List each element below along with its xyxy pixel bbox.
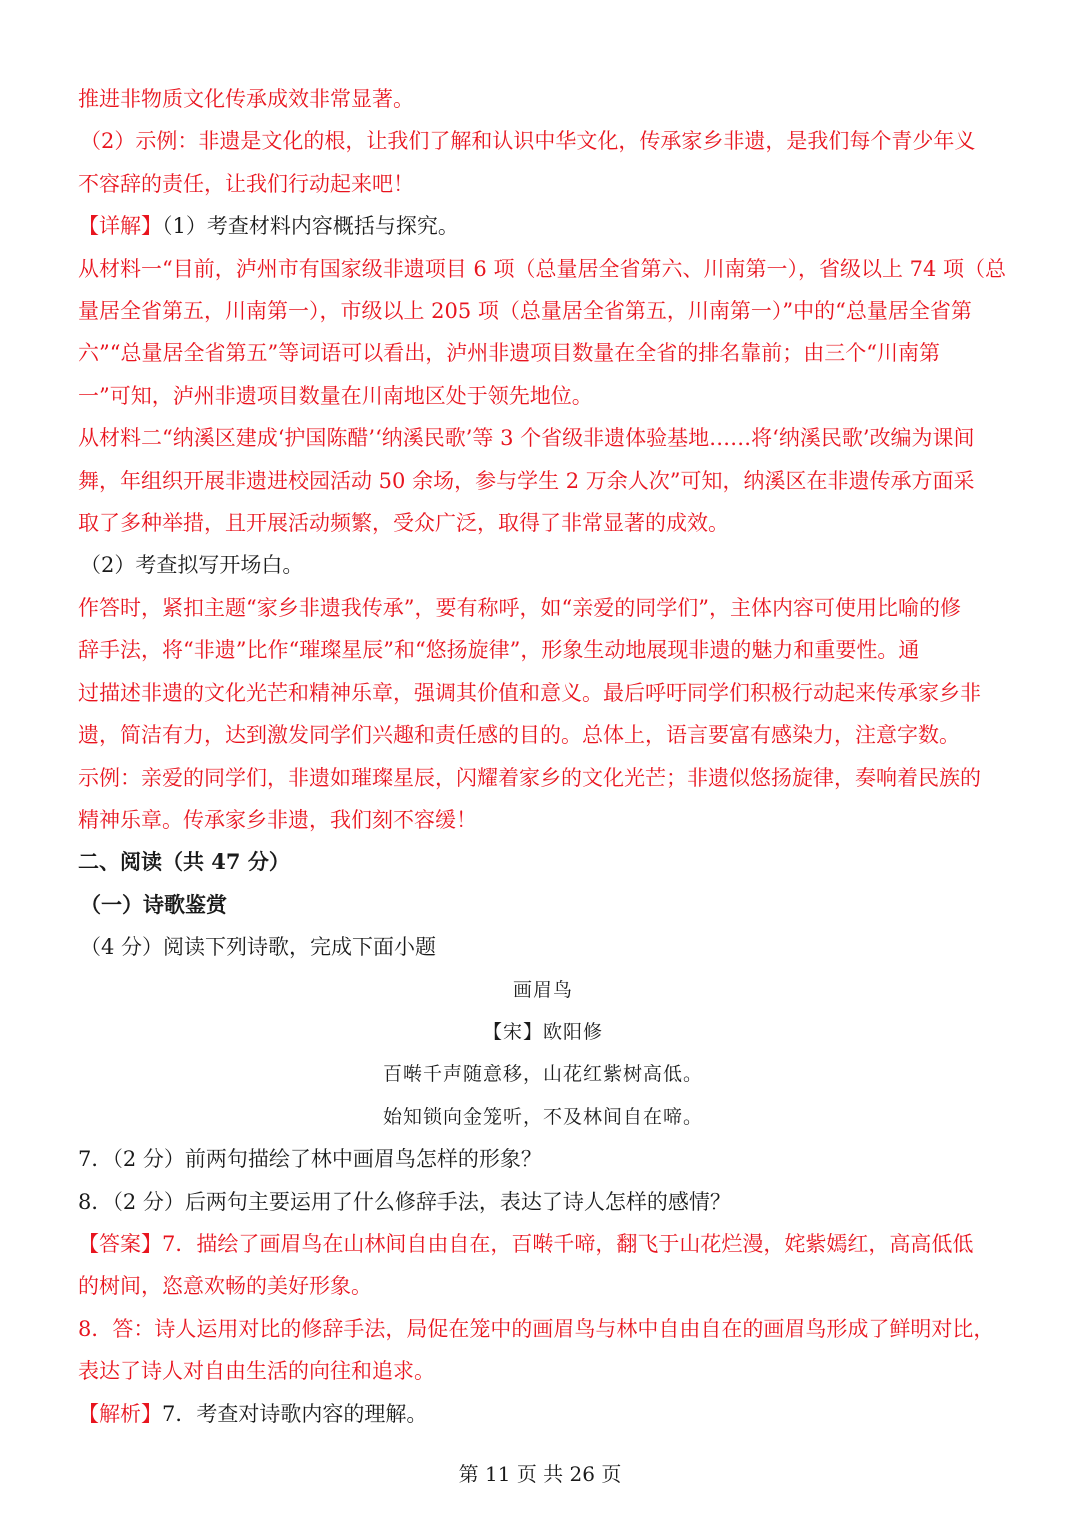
text-line: 六”“总量居全省第五”等词语可以看出，泸州非遗项目数量在全省的排名靠前；由三个“川南第 [78, 341, 940, 366]
label-detail: 【详解】 [78, 214, 162, 239]
label-analysis: 【解析】 [78, 1401, 162, 1426]
text-line: 不容辞的责任，让我们行动起来吧！ [78, 171, 414, 196]
document-page [78, 78, 1008, 1435]
subsection-heading: （一）诗歌鉴赏 [80, 891, 227, 917]
text-span: 7．描绘了画眉鸟在山林间自由自在，百啭千啼，翻飞于山花烂漫，姹紫嫣红，高高低低 [162, 1231, 974, 1256]
text-line: 一”可知，泸州非遗项目数量在川南地区处于领先地位。 [78, 383, 593, 408]
text-line: 8．答：诗人运用对比的修辞手法，局促在笼中的画眉鸟与林中自由自在的画眉鸟形成了鲜明对比， [78, 1316, 995, 1341]
text-line: 辞手法，将“非遗”比作“璀璨星辰”和“悠扬旋律”，形象生动地展现非遗的魅力和重要性。通 [78, 638, 920, 663]
text-span: 7．考查对诗歌内容的理解。 [162, 1401, 428, 1426]
text-line: 舞，年组织开展非遗进校园活动 50 余场，参与学生 2 万余人次”可知，纳溪区在非遗传承方面采 [78, 468, 975, 493]
text-line: 的树间，恣意欢畅的美好形象。 [78, 1274, 372, 1299]
answer-line [78, 1223, 1008, 1265]
text-line: （2）考查拟写开场白。 [80, 553, 304, 578]
question-7: 7．（2 分）前两句描绘了林中画眉鸟怎样的形象？ [78, 1147, 542, 1172]
poem-line: 始知锁向金笼听，不及林间自在啼。 [382, 1105, 703, 1128]
label-answer: 【答案】 [78, 1231, 162, 1256]
analysis-line [78, 1393, 1008, 1435]
question-intro: （4 分）阅读下列诗歌，完成下面小题 [80, 935, 437, 960]
text-line: 作答时，紧扣主题“家乡非遗我传承”，要有称呼，如“亲爱的同学们”，主体内容可使用比喻的修 [78, 595, 961, 620]
text-line: 推进非物质文化传承成效非常显著。 [78, 87, 414, 111]
text-line: 过描述非遗的文化光芒和精神乐章，强调其价值和意义。最后呼吁同学们积极行动起来传承家乡非 [78, 680, 981, 705]
question-8: 8．（2 分）后两句主要运用了什么修辞手法，表达了诗人怎样的感情？ [78, 1189, 731, 1214]
poem-author: 【宋】欧阳修 [482, 1020, 603, 1043]
text-line: 取了多种举措，且开展活动频繁，受众广泛，取得了非常显著的成效。 [78, 511, 729, 536]
text-line: 量居全省第五，川南第一），市级以上 205 项（总量居全省第五，川南第一）”中的“总量居全省第 [78, 299, 972, 324]
page-footer: 第 11 页 共 26 页 [458, 1462, 622, 1486]
text-line: 示例：亲爱的同学们，非遗如璀璨星辰，闪耀着家乡的文化光芒；非遗似悠扬旋律，奏响着民族的 [78, 765, 981, 790]
poem-line: 百啭千声随意移，山花红紫树高低。 [382, 1063, 703, 1086]
text-line: 精神乐章。传承家乡非遗，我们刻不容缓！ [78, 807, 477, 832]
text-line [78, 205, 1008, 247]
text-line: 表达了诗人对自由生活的向往和追求。 [78, 1359, 435, 1384]
text-line: 遗，简洁有力，达到激发同学们兴趣和责任感的目的。总体上，语言要富有感染力，注意字数。 [78, 723, 960, 748]
text-line: （2）示例：非遗是文化的根，让我们了解和认识中华文化，传承家乡非遗，是我们每个青少年义 [80, 129, 976, 154]
text-line: 从材料一“目前，泸州市有国家级非遗项目 6 项（总量居全省第六、川南第一），省级以上 74 项（总 [78, 256, 1007, 281]
section-heading: 二、阅读（共 47 分） [78, 849, 290, 875]
text-span: （1）考查材料内容概括与探究。 [162, 214, 459, 239]
text-line: 从材料二“纳溪区建成‘护国陈醋’‘纳溪民歌’等 3 个省级非遗体验基地……将‘纳溪民歌’改编为课间 [78, 426, 975, 451]
poem-title: 画眉鸟 [512, 978, 573, 1001]
